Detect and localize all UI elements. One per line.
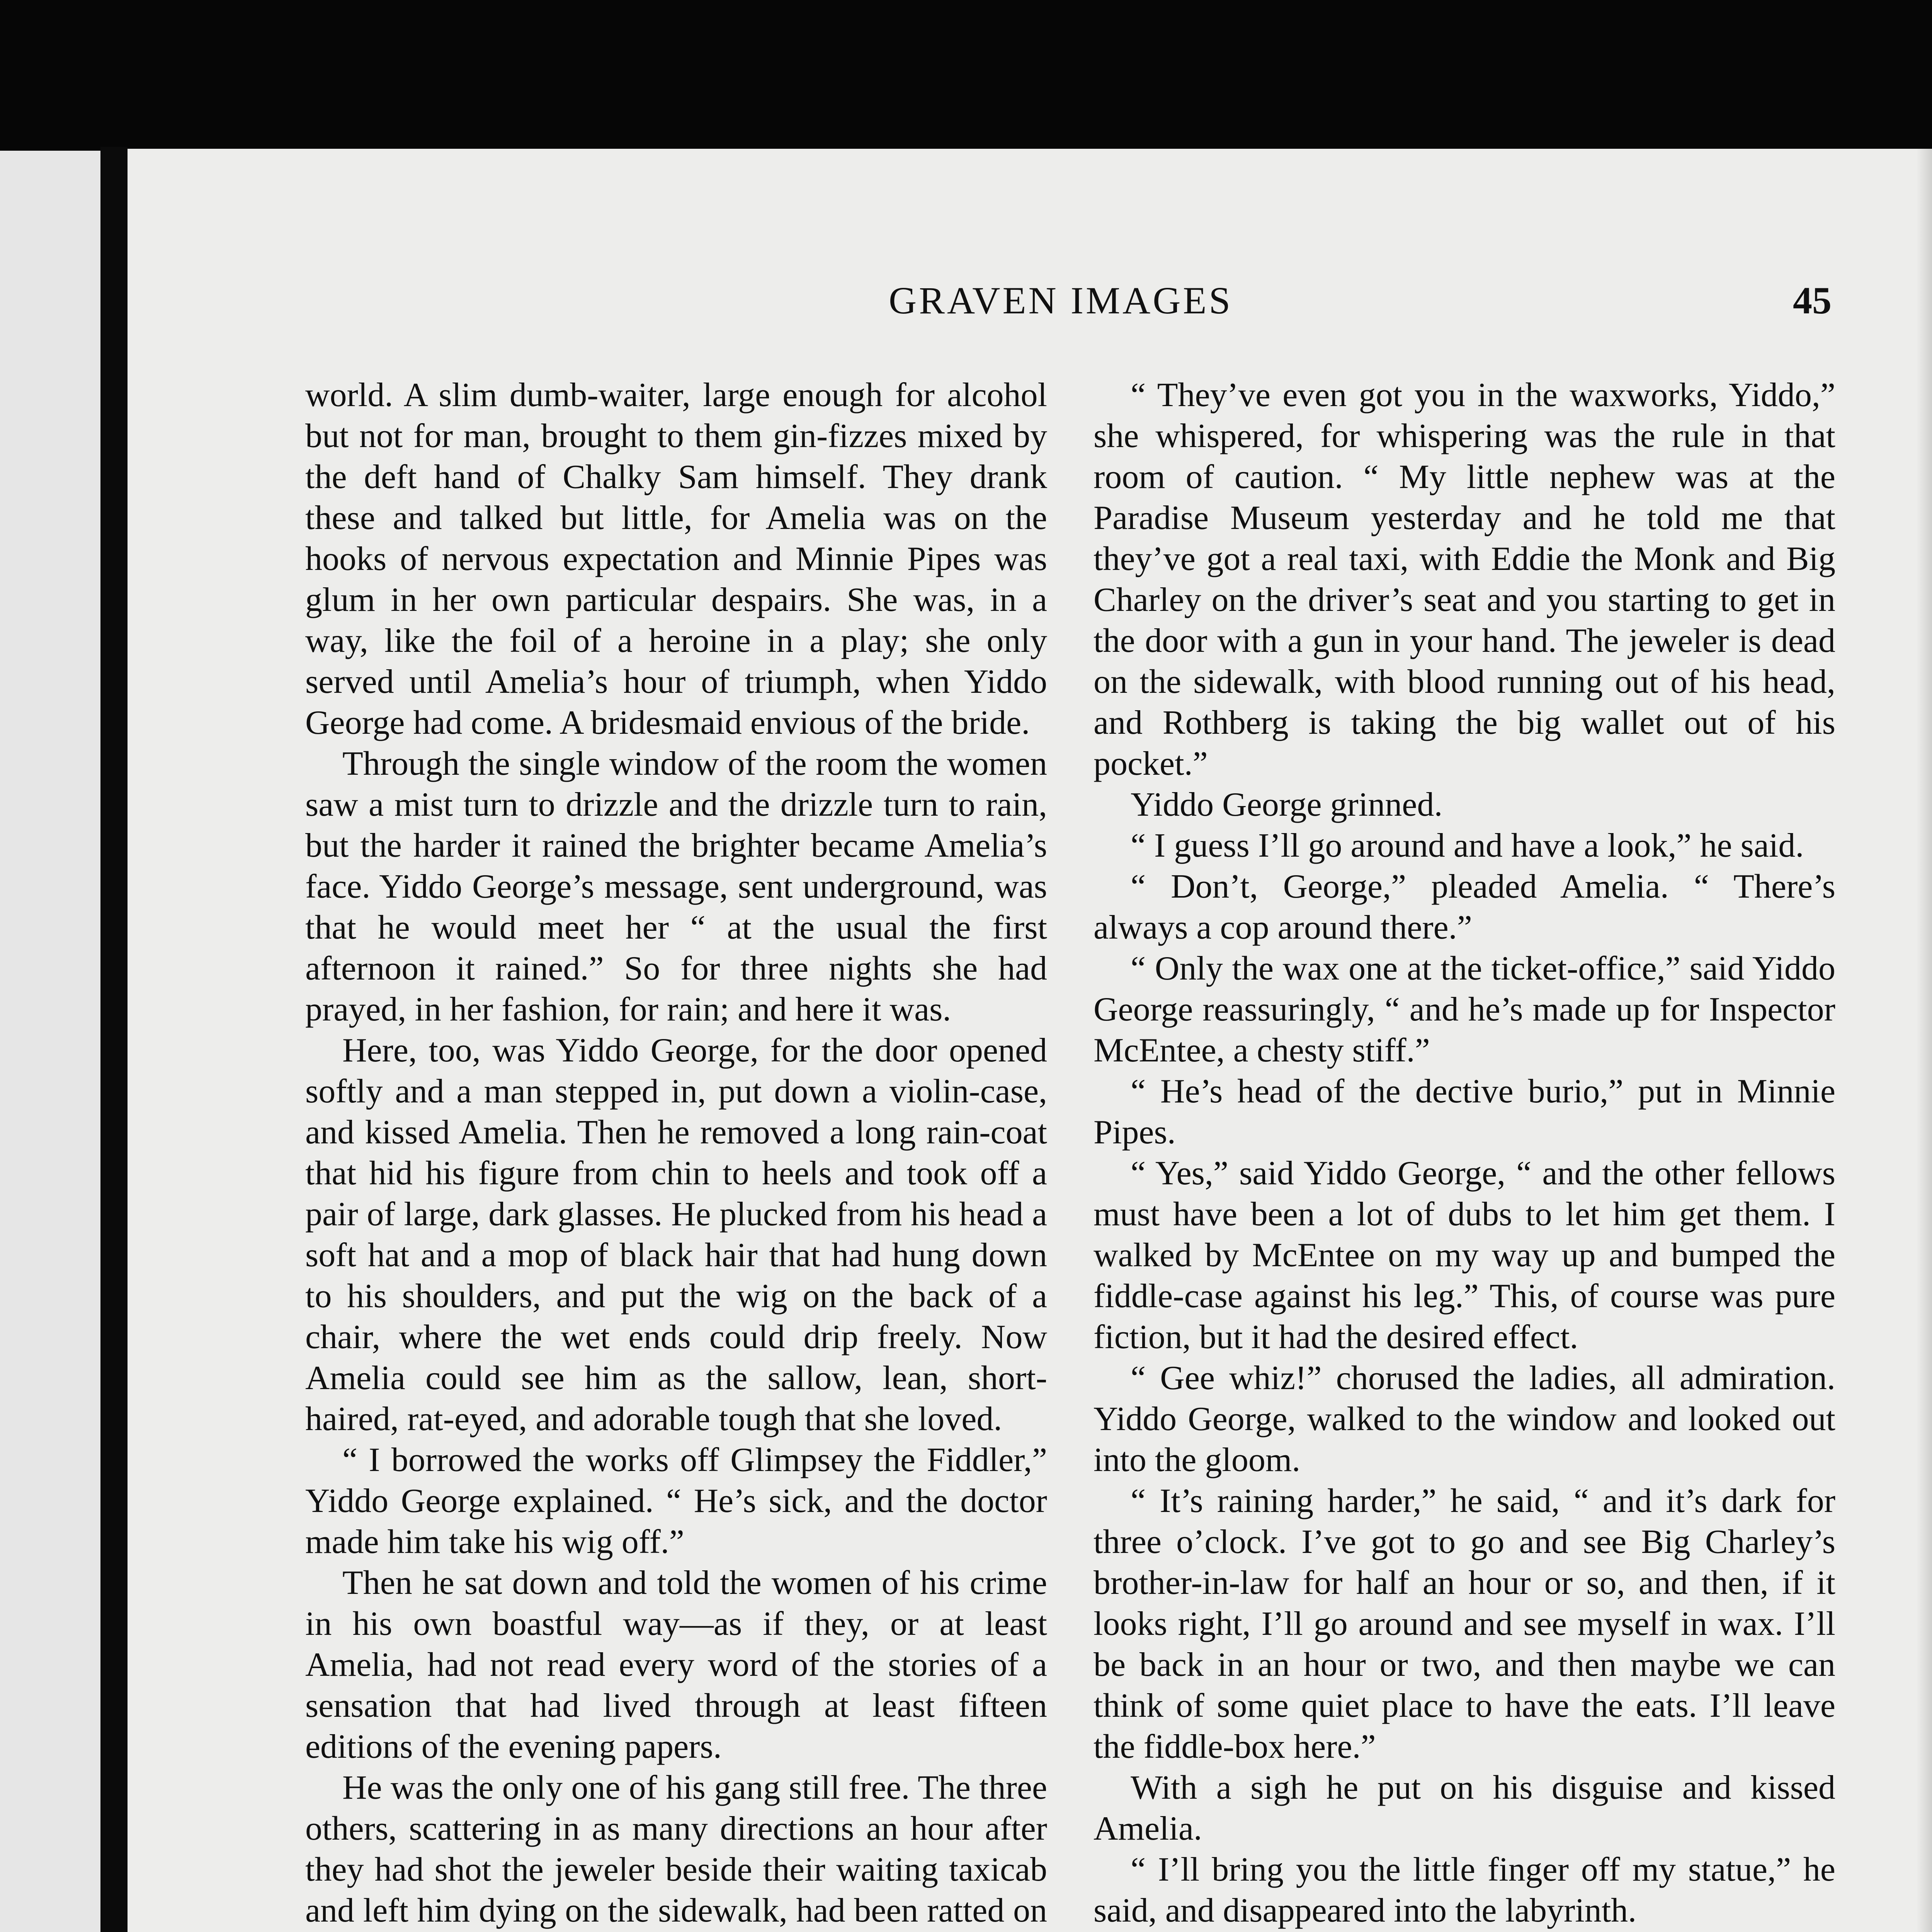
paragraph: “ Gee whiz!” chorused the ladies, all admiration. Yiddo George, walked to the window and looked out into the gloom. <box>1094 1359 1835 1479</box>
paragraph: “ I borrowed the works off Glimpsey the Fiddler,” Yiddo George explained. “ He’s sick, and the doctor made him take his wig off.” <box>305 1441 1047 1561</box>
paragraph: “ Don’t, George,” pleaded Amelia. “ There’s always a cop around there.” <box>1094 868 1835 946</box>
paragraph: Here, too, was Yiddo George, for the door opened softly and a man stepped in, put down a violin-case, and kissed Amelia. Then he removed a long rain-coat that hid his figure from chin to heels and took off a pair of large, dark glasses. He plucked from his head a soft hat and a mop of black hair that had hung down to his shoulders, and put the wig on the back of a chair, where the wet ends could drip freely. Now Amelia could see him as the sallow, lean, short-haired, rat-eyed, and adorable tough that she loved. <box>305 1032 1047 1438</box>
paragraph: Then he sat down and told the women of his crime in his own boastful way—as if they, or at least Amelia, had not read every word of the stories of a sensation that had lived through at least fifteen editions of the evening papers. <box>305 1564 1047 1765</box>
book-gutter <box>100 147 128 1932</box>
paragraph: “ It’s raining harder,” he said, “ and it’s dark for three o’clock. I’ve got to go and see Big Charley’s brother-in-law for half an hour or so, and then, if it looks right, I’ll go around and see myself in wax. I’ll be back in an hour or two, and then maybe we can think of some quiet place to have the eats. I’ll leave the fiddle-box here.” <box>1094 1482 1835 1765</box>
page-number: 45 <box>1793 279 1832 322</box>
paragraph: Through the single window of the room the women saw a mist turn to drizzle and the drizzle turn to rain, but the harder it rained the brighter became Amelia’s face. Yiddo George’s message, sent underground, was that he would meet her “ at the usual the first afternoon it rained.” So for three nights she had prayed, in her fashion, for rain; and here it was. <box>305 745 1047 1028</box>
facing-page-edge <box>0 151 100 1932</box>
paragraph: With a sigh he put on his disguise and kissed Amelia. <box>1094 1769 1835 1847</box>
paragraph: “ Yes,” said Yiddo George, “ and the other fellows must have been a lot of dubs to let him get them. I walked by McEntee on my way up and bumped the fiddle-case against his leg.” This, of course was pure fiction, but it had the desired effect. <box>1094 1155 1835 1356</box>
paragraph: “ I guess I’ll go around and have a look,” he said. <box>1131 827 1804 864</box>
paragraph: Yiddo George grinned. <box>1131 786 1443 823</box>
left-text-column <box>305 375 1047 1932</box>
page-edge-shadow <box>1917 149 1932 1932</box>
running-head: GRAVEN IMAGES <box>889 279 1233 322</box>
paragraph: “ I’ll bring you the little finger off my statue,” he said, and disappeared into the labyrinth. <box>1094 1851 1835 1929</box>
paragraph: “ They’ve even got you in the waxworks, Yiddo,” she whispered, for whispering was the rule in that room of caution. “ My little nephew was at the Paradise Museum yesterday and he told me that they’ve got a real taxi, with Eddie the Monk and Big Charley on the driver’s seat and you starting to get in the door with a gun in your hand. The jeweler is dead on the sidewalk, with blood running out of his head, and Rothberg is taking the big wallet out of his pocket.” <box>1094 376 1835 782</box>
paragraph: world. A slim dumb-waiter, large enough for alcohol but not for man, brought to them gin-fizzes mixed by the deft hand of Chalky Sam himself. They drank these and talked but little, for Amelia was on the hooks of nervous expectation and Minnie Pipes was glum in her own particular despairs. She was, in a way, like the foil of a heroine in a play; she only served until Amelia’s hour of triumph, when Yiddo George had come. A bridesmaid envious of the bride. <box>305 376 1047 742</box>
right-text-column <box>1094 375 1835 1932</box>
paragraph: “ Only the wax one at the ticket-office,” said Yiddo George reassuringly, “ and he’s made up for Inspector McEntee, a chesty stiff.” <box>1094 950 1835 1069</box>
paragraph: He was the only one of his gang still free. The three others, scattering in as many directions an hour after they had shot the jeweler beside their waiting taxicab and left him dying on the sidewalk, had been ratted on <box>305 1769 1047 1929</box>
paragraph: “ He’s head of the dective burio,” put in Minnie Pipes. <box>1094 1073 1835 1151</box>
